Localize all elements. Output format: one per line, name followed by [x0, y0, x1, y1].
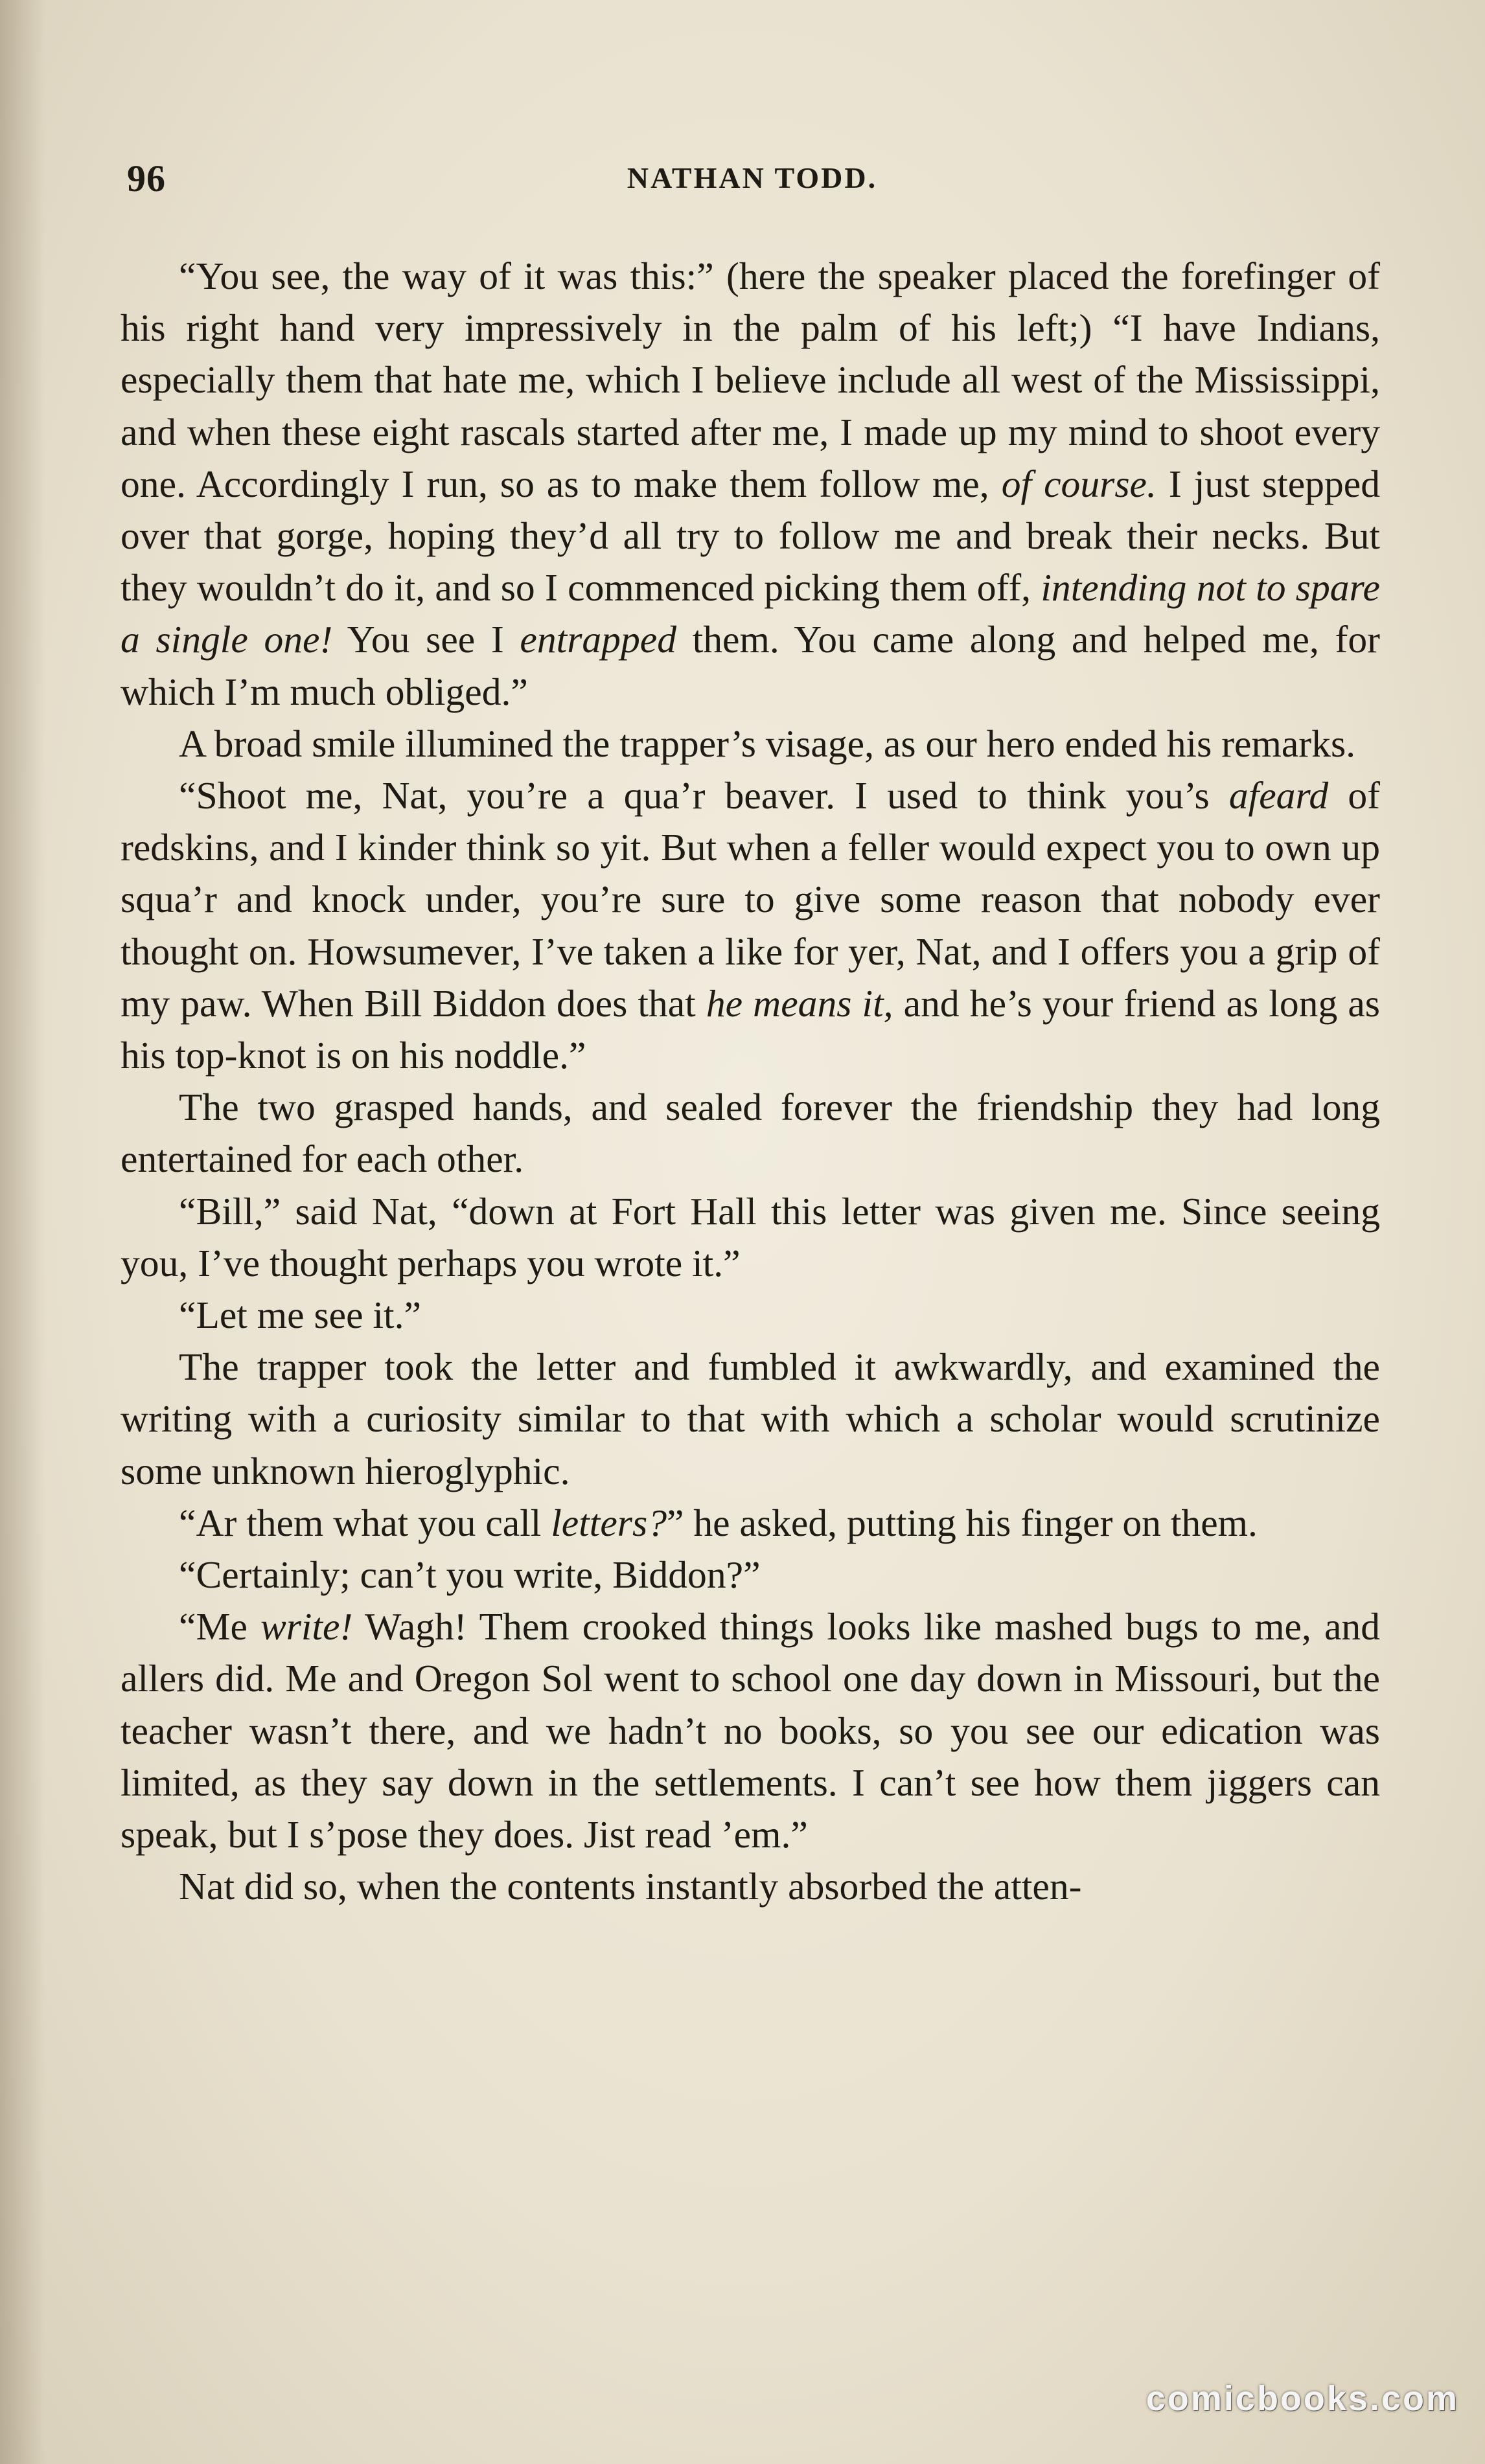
italic-text: entrapped	[520, 618, 677, 661]
text-run: A broad smile illumined the trapper’s visage, as our hero ended his remarks.	[179, 722, 1356, 765]
text-run: Nat did so, when the contents instantly absorbed the atten-	[179, 1865, 1082, 1908]
italic-text: intending not to spare a single one!	[121, 566, 1380, 661]
paragraph	[121, 250, 1380, 718]
text-run: The trapper took the letter and fumbled it awkwardly, and examined the writing with a curiosity similar to that with which a scholar would scrutinize some unknown hieroglyphic.	[121, 1345, 1380, 1492]
paragraph	[121, 1341, 1380, 1497]
watermark: comicbooks.com	[1145, 2379, 1459, 2418]
paragraph	[121, 718, 1380, 770]
paragraph	[121, 1860, 1380, 1912]
page-number: 96	[127, 157, 166, 200]
paragraph	[121, 770, 1380, 1081]
italic-text: write!	[260, 1605, 353, 1648]
text-run: and he’s your friend as long as his top-knot is on his noddle.”	[121, 981, 1380, 1077]
text-run: The two grasped hands, and sealed forever the friendship they had long entertained for each other.	[121, 1086, 1380, 1181]
text-run: “Me	[179, 1605, 260, 1648]
spine-shadow	[0, 0, 45, 2464]
running-title: NATHAN TODD.	[627, 161, 878, 194]
text-run: You see I	[332, 618, 520, 661]
paragraph	[121, 1185, 1380, 1289]
paragraph	[121, 1081, 1380, 1185]
paragraph	[121, 1601, 1380, 1860]
italic-text: he means it,	[706, 981, 893, 1025]
italic-text: afeard	[1228, 774, 1329, 817]
text-run: them. You came along and helped me, for which I’m much obliged.”	[121, 618, 1380, 713]
body-text	[121, 250, 1380, 1913]
paragraph	[121, 1289, 1380, 1341]
text-run: ” he asked, putting his finger on them.	[667, 1501, 1258, 1544]
page-header	[127, 157, 1377, 202]
text-run: “Ar them what you call	[179, 1501, 551, 1544]
text-run: I just stepped over that gorge, hoping they’d all try to follow me and break their necks. But they wouldn’t do it, and so I commenced picking them off,	[121, 462, 1381, 610]
paragraph	[121, 1497, 1380, 1549]
text-run: “Shoot me, Nat, you’re a qua’r beaver. I used to think you’s	[179, 774, 1229, 817]
text-run: of redskins, and I kinder think so yit. But when a feller would expect you to own up squa’r and knock under, you’re sure to give some reason that nobody ever thought on. Howsumever, I’ve taken a like for yer, Nat, and I offers you a grip of my paw. When Bill Biddon does that	[121, 774, 1380, 1025]
italic-text: of course.	[1001, 462, 1157, 505]
text-run: “Bill,” said Nat, “down at Fort Hall this letter was given me. Since seeing you, I’ve thought perhaps you wrote it.”	[121, 1189, 1380, 1284]
paragraph	[121, 1549, 1380, 1601]
text-run: “Certainly; can’t you write, Biddon?”	[179, 1553, 761, 1597]
text-run: “You see, the way of it was this:” (here the speaker placed the forefinger of his right hand very impressively in the palm of his left;) “I have Indians, especially them that hate me, which I believe include all west of the Mississippi, and when these eight rascals started after me, I made up my mind to shoot every one. Accordingly I run, so as to make them follow me,	[121, 255, 1380, 505]
italic-text: letters?	[551, 1501, 667, 1544]
text-run: Wagh! Them crooked things looks like mashed bugs to me, and allers did. Me and Oregon Sol went to school one day down in Missouri, but the teacher wasn’t there, and we hadn’t no books, so you see our edication was limited, as they say down in the settlements. I can’t see how them jiggers can speak, but I s’pose they does. Jist read ’em.”	[121, 1605, 1380, 1856]
text-run: “Let me see it.”	[179, 1294, 421, 1337]
